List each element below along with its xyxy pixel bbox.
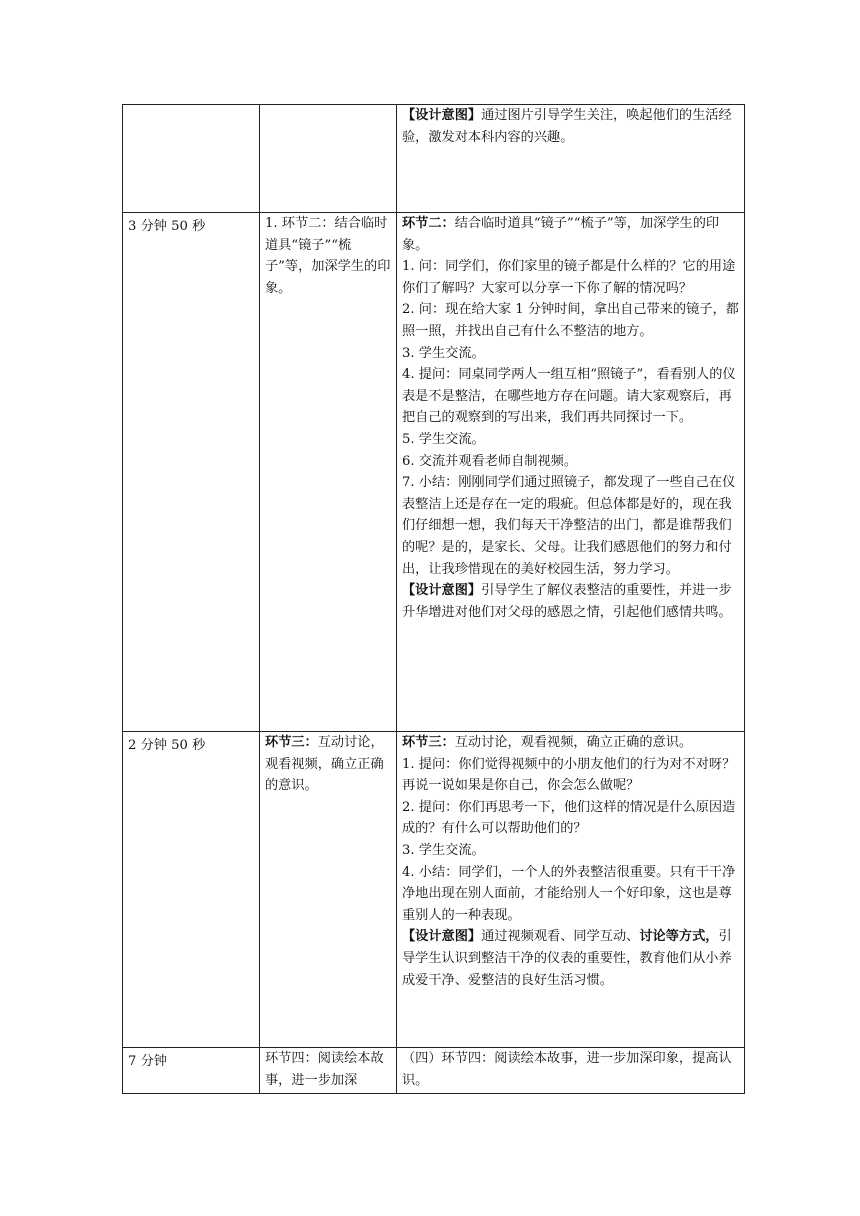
- design-intent: 【设计意图】通过图片引导学生关注，唤起他们的生活经验，激发对本科内容的兴趣。: [402, 108, 732, 145]
- time-cell: 2 分钟 50 秒: [123, 732, 260, 1048]
- time-cell: [123, 105, 260, 213]
- content-item: 3. 学生交流。: [402, 345, 485, 361]
- content-cell: [397, 1048, 745, 1094]
- time-cell: 3 分钟 50 秒: [123, 213, 260, 732]
- table-row: [123, 213, 745, 732]
- content-item: 7. 小结：刚刚同学们通过照镜子，都发现了一些自己在仪表整洁上还是存在一定的瑕疵。但总体都是好的，现在我们仔细想一想，我们每天干净整洁的出门，都是谁帮我们的呢？是的，是家长、父母。让我们感恩他们的努力和付出，让我珍惜现在的美好校园生活，努力学习。: [402, 475, 736, 577]
- content-item: 1. 问：同学们，你们家里的镜子都是什么样的？它的用途你们了解吗？大家可以分享一下你了解的情况吗？: [402, 259, 736, 296]
- content-item: 6. 交流并观看老师自制视频。: [402, 453, 578, 469]
- content-item: 2. 问：现在给大家 1 分钟时间，拿出自己带来的镜子，都照一照，并找出自己有什么不整洁的地方。: [402, 302, 739, 339]
- lesson-plan-table: [122, 104, 745, 1094]
- stage-cell: 环节三：互动讨论，观看视频，确立正确的意识。: [260, 732, 397, 1048]
- table-row: [123, 1048, 745, 1094]
- design-intent: 【设计意图】通过视频观看、同学互动、讨论等方式，引导学生认识到整洁干净的仪表的重要性，教育他们从小养成爱干净、爱整洁的良好生活习惯。: [402, 929, 732, 988]
- stage-cell: [260, 105, 397, 213]
- content-item: 4. 小结：同学们，一个人的外表整洁很重要。只有干干净净地出现在别人面前，才能给别人一个好印象，这也是尊重别人的一种表现。: [402, 864, 736, 923]
- table-row: [123, 105, 745, 213]
- content-item: 3. 学生交流。: [402, 842, 485, 858]
- table-row: [123, 732, 745, 1048]
- design-intent: 【设计意图】引导学生了解仪表整洁的重要性，并进一步升华增进对他们对父母的感恩之情，引起他们感情共鸣。: [402, 583, 732, 620]
- content-cell: [397, 105, 745, 213]
- content-item: 4. 提问：同桌同学两人一组互相“照镜子”，看看别人的仪表是不是整洁，在哪些地方存在问题。请大家观察后，再把自己的观察到的写出来，我们再共同探讨一下。: [402, 367, 736, 426]
- stage-cell: 环节四：阅读绘本故事，进一步加深: [260, 1048, 397, 1094]
- time-cell: 7 分钟: [123, 1048, 260, 1094]
- stage-heading: （四）环节四：阅读绘本故事，进一步加深印象，提高认识。: [402, 1051, 732, 1088]
- content-item: 5. 学生交流。: [402, 431, 485, 447]
- content-cell: [397, 213, 745, 732]
- stage-heading: 环节二：结合临时道具“镜子”“梳子”等，加深学生的印象。: [402, 216, 720, 253]
- stage-cell: 1. 环节二：结合临时道具“镜子”“梳子”等，加深学生的印象。: [260, 213, 397, 732]
- stage-heading: 环节三：互动讨论，观看视频，确立正确的意识。: [402, 735, 693, 750]
- content-item: 2. 提问：你们再思考一下，他们这样的情况是什么原因造成的？有什么可以帮助他们的？: [402, 799, 736, 837]
- content-item: 1. 提问：你们觉得视频中的小朋友他们的行为对不对呀？再说一说如果是你自己，你会怎么做呢？: [402, 756, 736, 794]
- content-cell: [397, 732, 745, 1048]
